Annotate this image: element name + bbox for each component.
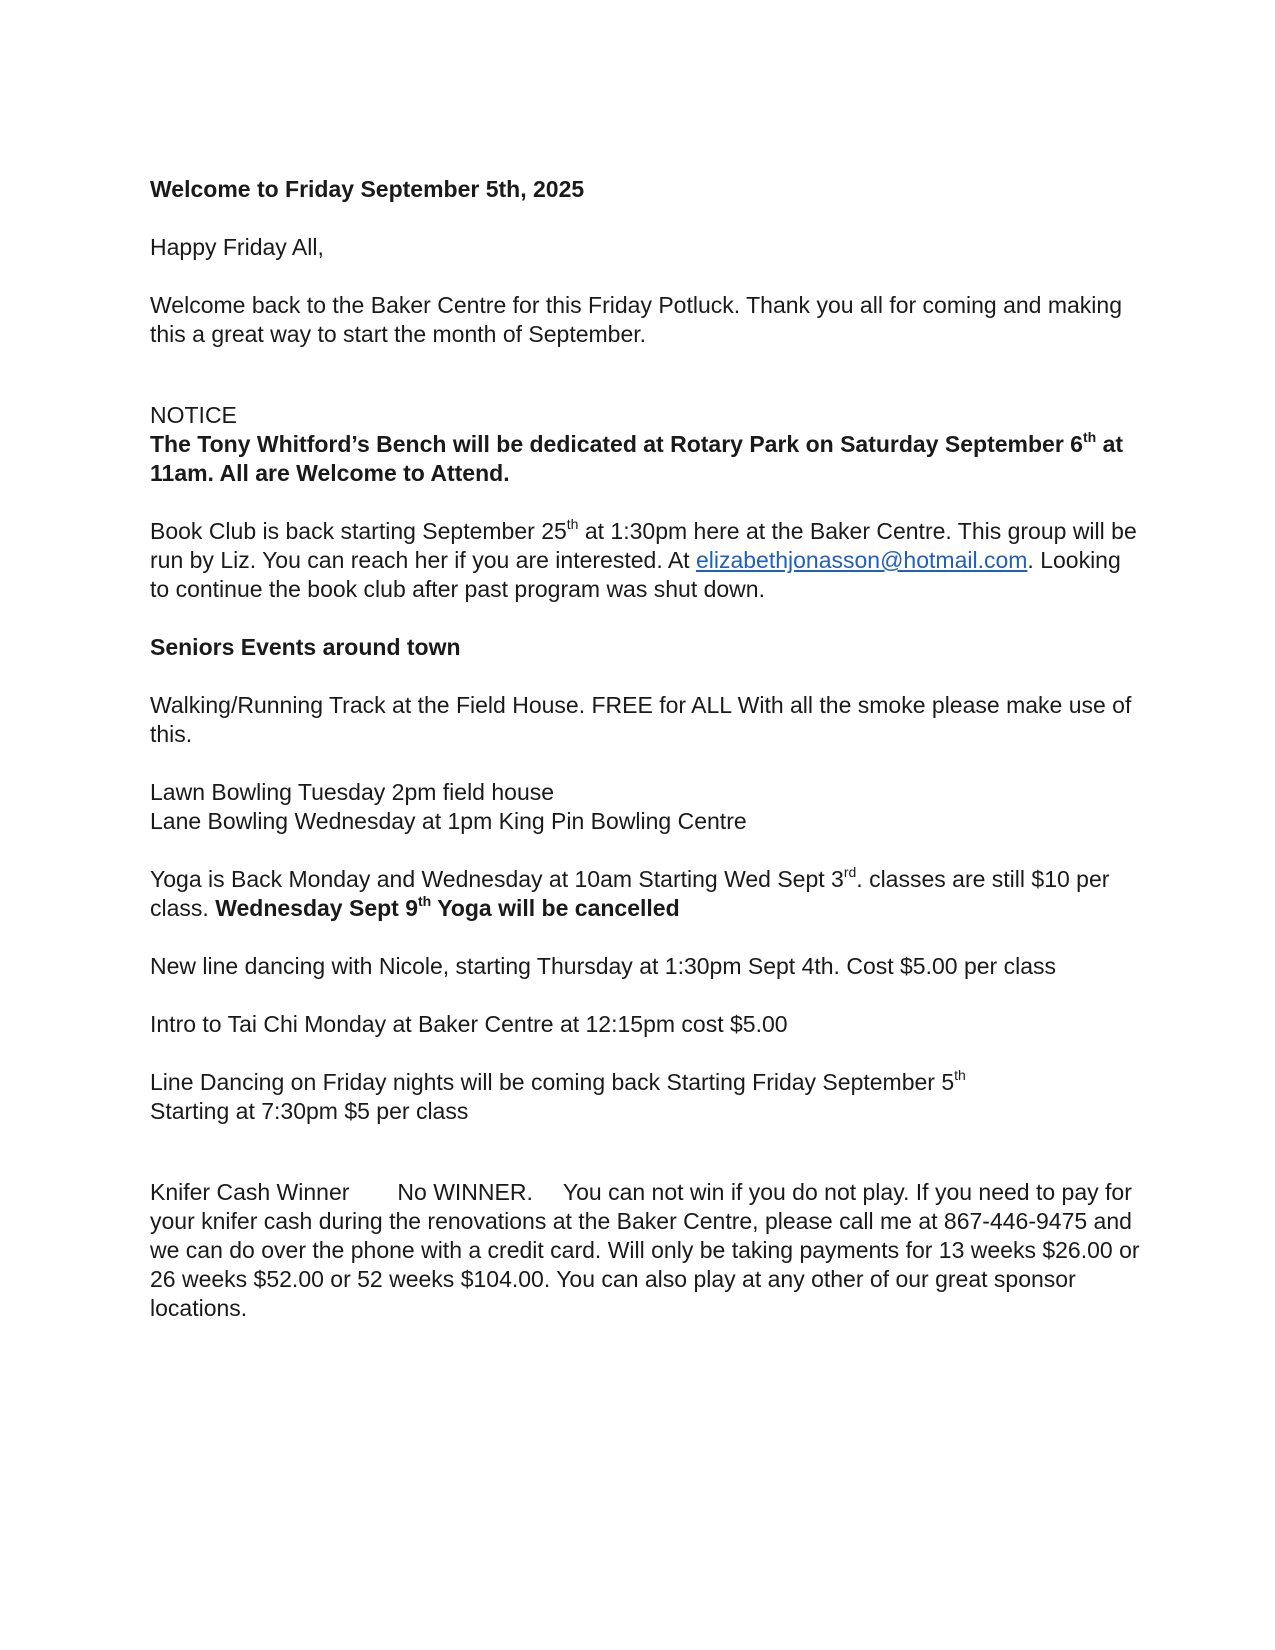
yoga-cancel-2: Yoga will be cancelled <box>431 895 680 921</box>
knifer-cash-paragraph <box>150 1178 1140 1323</box>
book-club-text-3: . Looking to continue the book club after past program was shut down. <box>150 547 1121 602</box>
knifer-winner: No WINNER. <box>397 1179 533 1205</box>
document-title: Welcome to Friday September 5th, 2025 <box>150 176 585 202</box>
notice-line-end: at 11am. All are Welcome to Attend. <box>150 431 1124 486</box>
notice-heading: NOTICE <box>150 402 237 428</box>
walking-track-paragraph: Walking/Running Track at the Field House. FREE for ALL With all the smoke please make use of this. <box>150 692 1132 747</box>
lane-bowling-line: Lane Bowling Wednesday at 1pm King Pin Bowling Centre <box>150 808 747 834</box>
greeting: Happy Friday All, <box>150 234 324 260</box>
seniors-events-heading: Seniors Events around town <box>150 634 461 660</box>
yoga-text-2: . classes are still $10 per class. <box>150 866 1110 921</box>
knifer-label: Knifer Cash Winner <box>150 1179 350 1205</box>
yoga-paragraph <box>150 865 1140 923</box>
book-club-paragraph <box>150 517 1140 604</box>
lawn-bowling-line: Lawn Bowling Tuesday 2pm field house <box>150 779 555 805</box>
welcome-paragraph: Welcome back to the Baker Centre for this Friday Potluck. Thank you all for coming and making this a great way to start the month of September. <box>150 292 1122 347</box>
yoga-cancel-1: Wednesday Sept 9 <box>215 895 418 921</box>
notice-text <box>150 430 1140 488</box>
friday-line-dancing-text-2: Starting at 7:30pm $5 per class <box>150 1098 469 1124</box>
yoga-text-1: Yoga is Back Monday and Wednesday at 10am Starting Wed Sept 3 <box>150 866 844 892</box>
yoga-sup-2: th <box>418 893 432 910</box>
knifer-text: You can not win if you do not play. If you need to pay for your knifer cash during the renovations at the Baker Centre, please call me at 867-446-9475 and we can do over the phone with a credit card. Will only be taking payments for 13 weeks $26.00 or 26 weeks $52.00 or 52 weeks $104.00. You can also play at any other of our great sponsor locations. <box>150 1179 1140 1321</box>
yoga-sup-1: rd <box>843 864 857 881</box>
line-dancing-nicole-paragraph: New line dancing with Nicole, starting Thursday at 1:30pm Sept 4th. Cost $5.00 per class <box>150 953 1056 979</box>
email-link[interactable]: elizabethjonasson@hotmail.com <box>695 547 1028 573</box>
book-club-sup: th <box>566 516 579 533</box>
friday-line-dancing-sup: th <box>954 1067 966 1084</box>
book-club-text-2: at 1:30pm here at the Baker Centre. This group will be run by Liz. You can reach her if you are interested. At <box>150 518 1137 573</box>
document-page <box>150 175 1140 1323</box>
friday-line-dancing-paragraph <box>150 1068 1140 1126</box>
tai-chi-paragraph: Intro to Tai Chi Monday at Baker Centre at 12:15pm cost $5.00 <box>150 1011 788 1037</box>
friday-line-dancing-text-1: Line Dancing on Friday nights will be coming back Starting Friday September 5 <box>150 1069 955 1095</box>
notice-line: The Tony Whitford’s Bench will be dedicated at Rotary Park on Saturday September 6 <box>150 431 1083 457</box>
book-club-text-1: Book Club is back starting September 25 <box>150 518 567 544</box>
notice-sup: th <box>1082 429 1097 446</box>
